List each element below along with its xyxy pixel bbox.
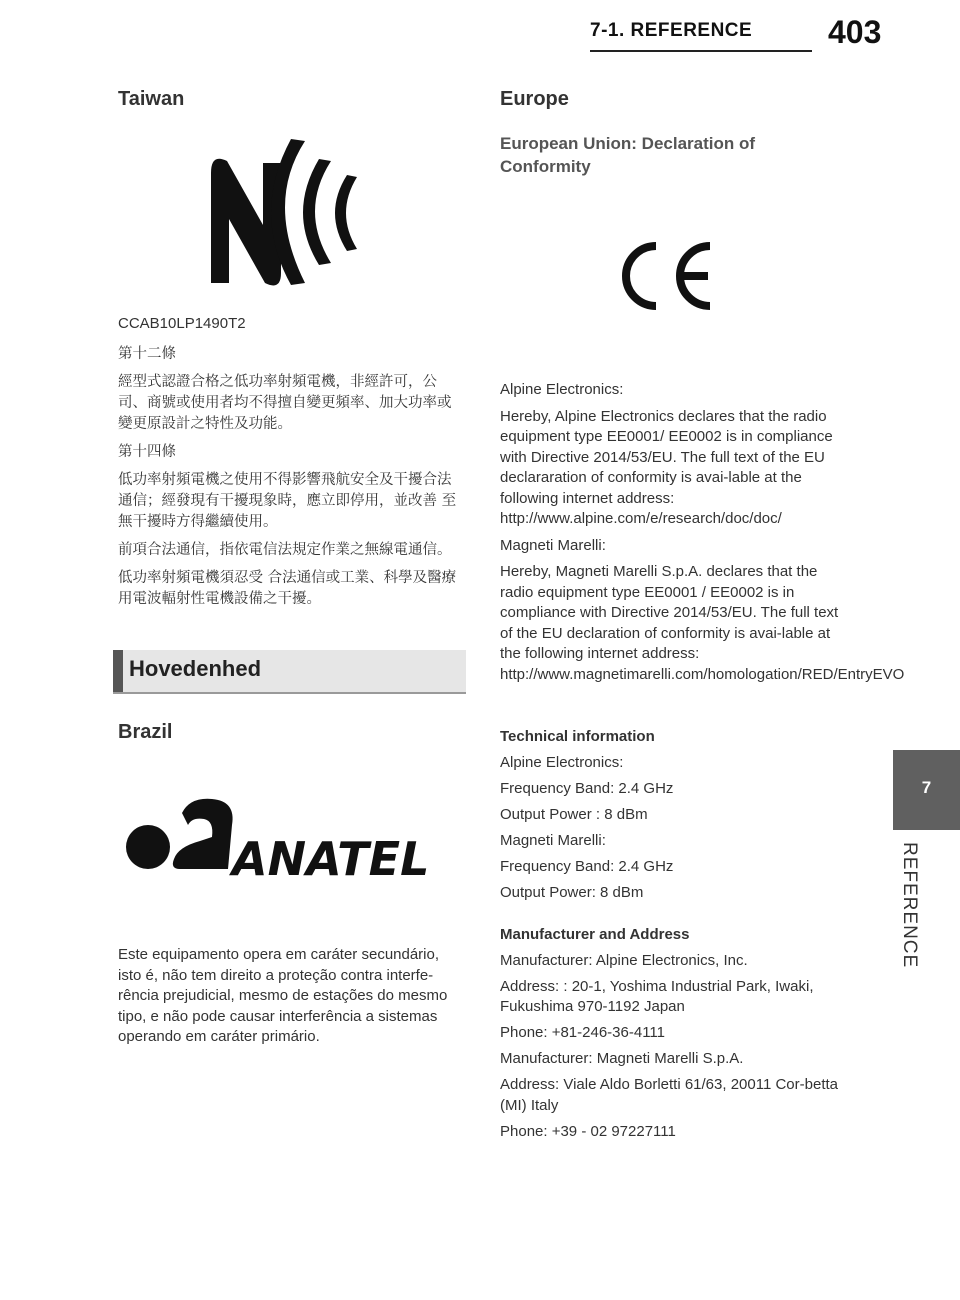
manufacturer-line: Manufacturer: Alpine Electronics, Inc. xyxy=(500,951,748,969)
manufacturer-line: Address: : 20-1, Yoshima Industrial Park, Iwaki, Fukushima 970-1192 Japan xyxy=(500,977,814,1015)
technical-line: Frequency Band: 2.4 GHz xyxy=(500,857,674,875)
anatel-logo xyxy=(120,795,450,881)
section-title: 7-1. REFERENCE xyxy=(590,20,753,41)
eu-declaration-subheading: European Union: Declaration of Conformity xyxy=(500,134,756,176)
technical-line: Output Power : 8 dBm xyxy=(500,805,648,823)
taiwan-line: 第十四條 xyxy=(118,444,176,460)
technical-line: Magneti Marelli: xyxy=(500,831,606,849)
eu-declaration-text xyxy=(500,380,905,685)
taiwan-heading: Taiwan xyxy=(118,88,185,110)
manufacturer-line: Manufacturer: Magneti Marelli S.p.A. xyxy=(500,1050,744,1067)
manufacturer-section xyxy=(500,925,840,1142)
ce-mark-logo xyxy=(618,240,718,312)
eu-paragraph: Magneti Marelli: xyxy=(500,536,606,554)
technical-line: Output Power: 8 dBm xyxy=(500,883,644,901)
taiwan-line: 前項合法通信，指依電信法規定作業之無線電通信。 xyxy=(118,542,452,558)
banner-accent xyxy=(113,650,123,692)
anatel-logo-text: ANATEL xyxy=(232,832,430,881)
page-number: 403 xyxy=(828,14,882,50)
taiwan-line: 低功率射頻電機之使用不得影響飛航安全及干擾合法通信；經發現有干擾現象時，應立即停用，並改善 至無干擾時方得繼續使用。 xyxy=(118,472,457,530)
ncc-logo xyxy=(205,133,365,293)
header-rule xyxy=(590,50,812,52)
technical-line: Frequency Band: 2.4 GHz xyxy=(500,779,674,797)
manufacturer-line: Address: Viale Aldo Borletti 61/63, 20011 Cor-betta (MI) Italy xyxy=(500,1076,838,1114)
eu-paragraph: Alpine Electronics: xyxy=(500,381,624,398)
hovedenhed-heading: Hovedenhed xyxy=(129,656,262,681)
manufacturer-line: Phone: +39 - 02 97227111 xyxy=(500,1122,676,1140)
technical-line: Alpine Electronics: xyxy=(500,753,624,771)
chapter-tab[interactable] xyxy=(893,750,960,830)
manufacturer-line: Phone: +81-246-36-4111 xyxy=(500,1024,665,1041)
page-header xyxy=(0,0,960,60)
technical-info-section xyxy=(500,727,840,903)
taiwan-code: CCAB10LP1490T2 xyxy=(118,315,246,332)
brazil-heading: Brazil xyxy=(118,721,173,743)
hovedenhed-banner xyxy=(113,650,466,694)
chapter-number: 7 xyxy=(921,778,932,797)
chapter-label xyxy=(894,842,924,972)
manufacturer-heading: Manufacturer and Address xyxy=(500,926,690,943)
eu-paragraph: Hereby, Alpine Electronics declares that the radio equipment type EE0001/ EE0002 is in compliance with Directive 2014/53/EU. The full text of the EU declararation of conformity is avai-lable at the following internet address: http://www.alpine.com/e/research/doc/doc/ xyxy=(500,407,833,527)
taiwan-text-block xyxy=(118,344,463,610)
europe-heading: Europe xyxy=(500,88,569,110)
chapter-label-text: REFERENCE xyxy=(899,842,920,969)
brazil-text: Este equipamento opera em caráter secundário, isto é, não tem direito a proteção contra interfe-rência prejudicial, mesmo de estações do mesmo tipo, e não pode causar interferência a sistemas operando em caráter primário. xyxy=(118,946,448,1045)
taiwan-line: 經型式認證合格之低功率射頻電機，非經許可，公司、商號或使用者均不得擅自變更頻率、加大功率或 變更原設計之特性及功能。 xyxy=(118,374,452,432)
eu-paragraph: Hereby, Magneti Marelli S.p.A. declares that the radio equipment type EE0001 / EE0002 is in compliance with Directive 2014/53/EU. The full text of the EU declaration of conformity is avai-lable at the following internet address: http://www.magnetimarelli.com/homologation/RED/EntryEVO xyxy=(500,563,905,683)
taiwan-line: 第十二條 xyxy=(118,346,176,362)
taiwan-line: 低功率射頻電機須忍受 合法通信或工業、科學及醫療用電波輻射性電機設備之干擾。 xyxy=(118,570,457,607)
technical-heading: Technical information xyxy=(500,728,655,745)
